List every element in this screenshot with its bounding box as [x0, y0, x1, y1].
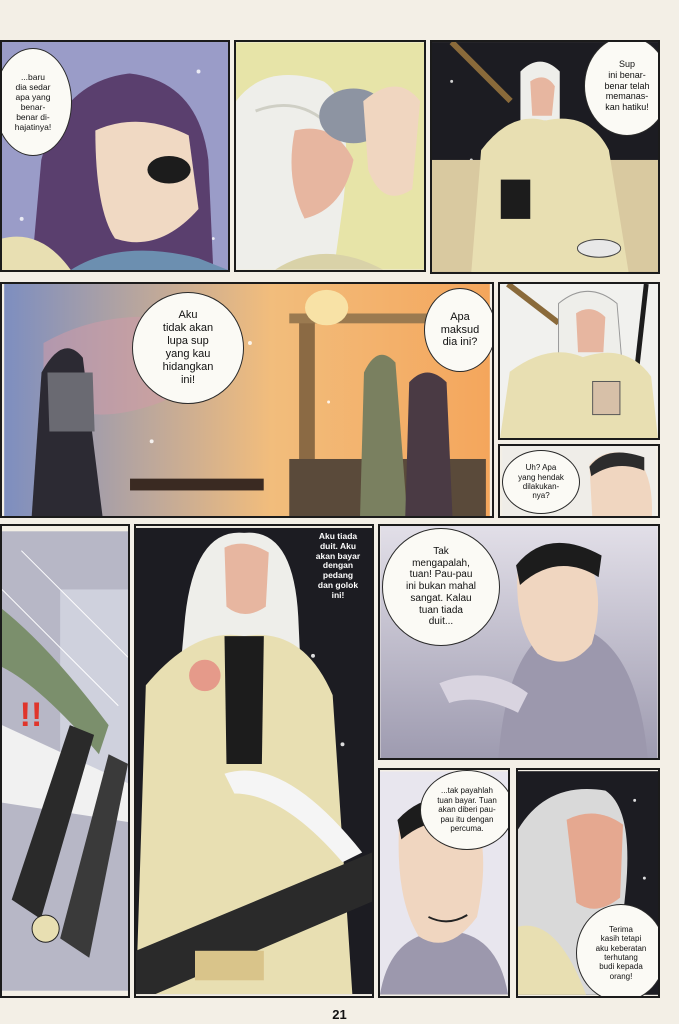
speech-text-3: Sup ini benar- benar telah memanas- kan hatiku!: [604, 59, 650, 112]
speech-bubble-9: [382, 528, 500, 646]
speech-bubble-4b: [424, 288, 494, 372]
speech-text-4a: Aku tidak akan lupa sup yang kau hidangkan ini!: [162, 309, 214, 386]
panel-5-art: [500, 284, 658, 438]
panel-4-art: [2, 284, 492, 516]
speech-text-1: ...baru dia sedar apa yang benar- benar di- hajatinya!: [14, 71, 52, 133]
sfx-text-7: !!: [19, 696, 43, 734]
panel-1-woman-eyepatch: [0, 40, 230, 272]
speech-bubble-10: [420, 770, 510, 850]
speech-text-6: Uh? Apa yang hendak dilakukan- nya?: [518, 463, 564, 501]
panel-6-young-man: [498, 444, 660, 518]
speech-bubble-11: [576, 904, 660, 998]
panel-7-drawing-blade: [0, 524, 130, 998]
panel-10-vendor-smile: [378, 768, 510, 998]
panel-3-swordsman-soup: [430, 40, 660, 274]
speech-text-11: Terima kasih tetapi aku keberatan terhutang budi kepada orang!: [595, 924, 647, 981]
page-number: 21: [332, 1007, 347, 1022]
panel-4-evening-street: [0, 282, 494, 518]
panel-5-swordsman-hands: [498, 282, 660, 440]
panel-7-art: [2, 526, 128, 996]
panel-9-vendor-gesture: [378, 524, 660, 760]
panel-11-swordsman-refuses: [516, 768, 660, 998]
speech-text-8: Aku tiada duit. Aku akan bayar dengan pedang dan golok ini!: [315, 531, 361, 600]
speech-text-4b: Apa maksud dia ini?: [440, 310, 480, 349]
panel-8-swordsman-offers: [134, 524, 374, 998]
speech-bubble-6: [502, 450, 580, 514]
panel-2-drinking-bowl: [234, 40, 426, 272]
panel-2-art: [236, 42, 424, 270]
speech-text-9: Tak mengapalah, tuan! Pau-pau ini bukan mahal sangat. Kalau tuan tiada duit...: [405, 545, 477, 628]
speech-bubble-4a: [132, 292, 244, 404]
speech-text-10: ...tak payahlah tuan bayar. Tuan akan diberi pau- pau itu dengan percuma.: [437, 786, 497, 834]
